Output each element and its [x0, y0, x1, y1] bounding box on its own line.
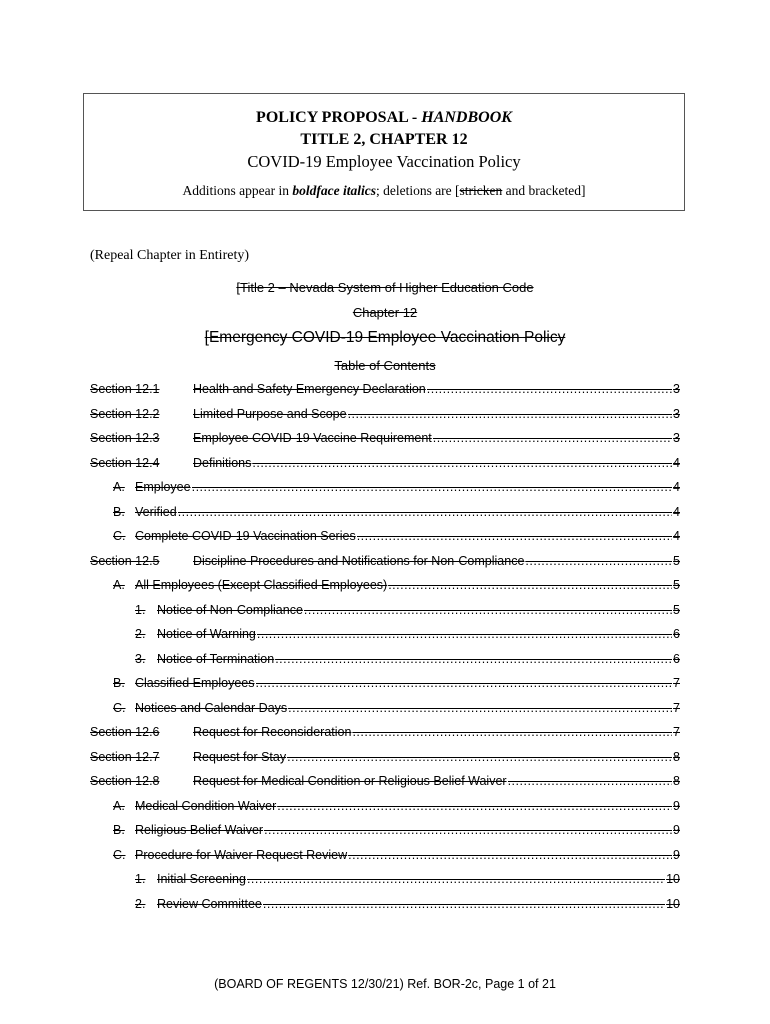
toc-entry[interactable]: 2. Notice of Warning ..... 6 [90, 627, 680, 645]
toc-entry[interactable]: B. Religious Belief Waiver ..... 9 [90, 823, 680, 841]
toc-entry[interactable]: C. Notices and Calendar Days ..... 7 [90, 701, 680, 719]
toc-entry[interactable]: Section 12.2 Limited Purpose and Scope ..... 3 [90, 407, 680, 425]
toc-entry[interactable]: C. Complete COVID-19 Vaccination Series ..... 4 [90, 529, 680, 547]
toc-entry[interactable]: Section 12.4 Definitions ..... 4 [90, 456, 680, 474]
toc-entry[interactable]: 3. Notice of Termination ..... 6 [90, 652, 680, 670]
toc-entry[interactable]: Section 12.1 Health and Safety Emergency Declaration ..... 3 [90, 382, 680, 400]
toc-heading: Table of Contents [334, 358, 436, 373]
toc-entry[interactable]: 2. Review Committee ..... 10 [90, 897, 680, 915]
toc-entry[interactable]: Section 12.7 Request for Stay ..... 8 [90, 750, 680, 768]
toc-entry[interactable]: Section 12.8 Request for Medical Condition or Religious Belief Waiver ..... 8 [90, 774, 680, 792]
edit-legend: Additions appear in boldface italics; deletions are [stricken and bracketed] [182, 183, 586, 198]
toc-entry[interactable]: Section 12.3 Employee COVID-19 Vaccine Requirement ..... 3 [90, 431, 680, 449]
toc-entry[interactable]: Section 12.5 Discipline Procedures and Notifications for Non-Compliance ..... 5 [90, 554, 680, 572]
page-footer: (BOARD OF REGENTS 12/30/21) Ref. BOR-2c, Page 1 of 21 [214, 977, 556, 991]
toc-entry[interactable]: A. Employee ..... 4 [90, 480, 680, 498]
toc-entry[interactable]: B. Verified ..... 4 [90, 505, 680, 523]
toc-entry[interactable]: A. Medical Condition Waiver ..... 9 [90, 799, 680, 817]
toc-entry[interactable]: 1. Initial Screening ..... 10 [90, 872, 680, 890]
title-chapter: TITLE 2, CHAPTER 12 [300, 131, 468, 148]
toc-entry[interactable]: 1. Notice of Non-Compliance ..... 5 [90, 603, 680, 621]
toc-entry[interactable]: Section 12.6 Request for Reconsideration ..... 7 [90, 725, 680, 743]
code-title-line: [Title 2 – Nevada System of Higher Education Code [236, 280, 534, 295]
proposal-title: POLICY PROPOSAL - HANDBOOK [256, 109, 512, 126]
toc-entry[interactable]: C. Procedure for Waiver Request Review ..... 9 [90, 848, 680, 866]
toc-entry[interactable]: B. Classified Employees ..... 7 [90, 676, 680, 694]
chapter-line: Chapter 12 [352, 305, 418, 320]
repeal-note: (Repeal Chapter in Entirety) [90, 248, 249, 263]
policy-heading: [Emergency COVID-19 Employee Vaccination Policy [204, 329, 566, 346]
policy-name: COVID-19 Employee Vaccination Policy [247, 152, 521, 171]
toc-entry[interactable]: A. All Employees (Except Classified Employees) ..... 5 [90, 578, 680, 596]
